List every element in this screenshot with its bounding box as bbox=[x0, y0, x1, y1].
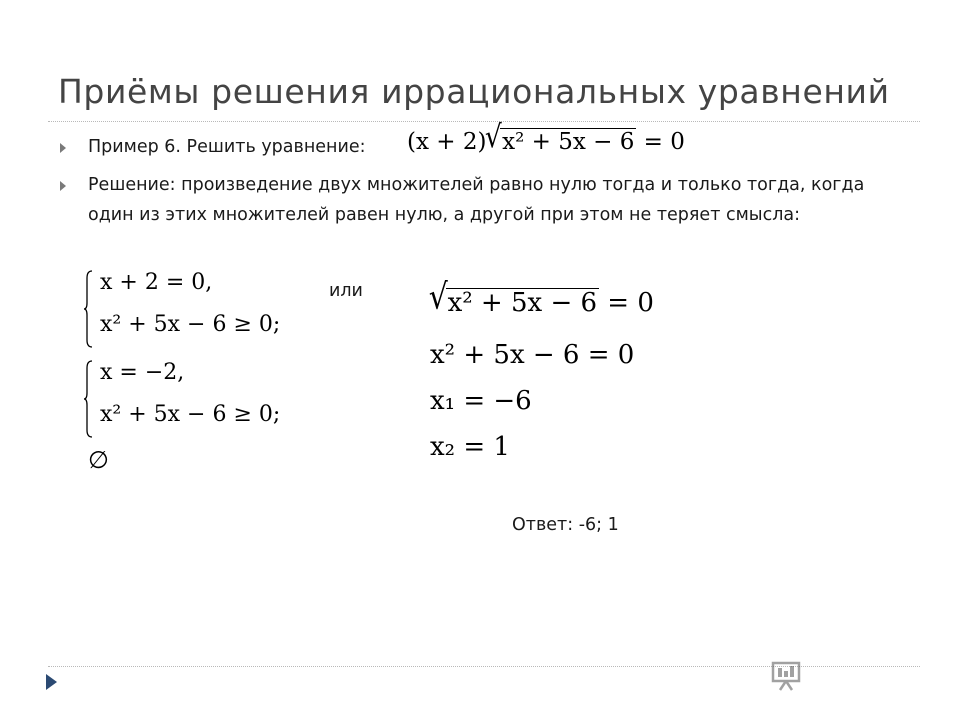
system-one-line-2: x² + 5x − 6 ≥ 0; bbox=[100, 312, 281, 337]
example-label: Пример 6. Решить уравнение: bbox=[88, 137, 366, 157]
right-step-3: x₁ = −6 bbox=[430, 386, 532, 416]
equation-radicand: x² + 5x − 6 bbox=[502, 129, 635, 155]
system-two-line-2: x² + 5x − 6 ≥ 0; bbox=[100, 402, 281, 427]
left-brace-icon bbox=[84, 270, 93, 348]
system-two-line-1: x = −2, bbox=[100, 360, 185, 385]
right-step-1-rhs: = 0 bbox=[599, 288, 654, 318]
presentation-board-icon bbox=[770, 660, 804, 692]
or-label: или bbox=[329, 281, 363, 301]
slide-title: Приёмы решения иррациональных уравнений bbox=[58, 72, 890, 111]
right-step-1-radicand: x² + 5x − 6 bbox=[447, 288, 598, 318]
right-step-1: √x² + 5x − 6 = 0 bbox=[428, 277, 654, 318]
equation-lead: (x + 2) bbox=[407, 129, 487, 155]
right-step-4: x₂ = 1 bbox=[430, 432, 510, 462]
solution-text: Решение: произведение двух множителей равно нулю тогда и только тогда, когда один из этих множителей равен нулю, а другой при этом не теряет смысла: bbox=[88, 175, 865, 225]
right-step-2: x² + 5x − 6 = 0 bbox=[430, 340, 635, 370]
next-slide-icon[interactable] bbox=[46, 674, 57, 690]
equation-rhs: = 0 bbox=[636, 129, 685, 155]
system-one bbox=[84, 270, 304, 348]
triangle-bullet-icon bbox=[60, 181, 66, 191]
main-equation: (x + 2)√x² + 5x − 6 = 0 bbox=[407, 119, 685, 155]
system-two bbox=[84, 360, 304, 438]
left-brace-icon bbox=[84, 360, 93, 438]
presentation-logo-icon bbox=[770, 658, 925, 694]
empty-set: ∅ bbox=[88, 446, 109, 474]
system-one-line-1: x + 2 = 0, bbox=[100, 270, 213, 295]
answer-text: Ответ: -6; 1 bbox=[512, 515, 619, 535]
triangle-bullet-icon bbox=[60, 143, 66, 153]
